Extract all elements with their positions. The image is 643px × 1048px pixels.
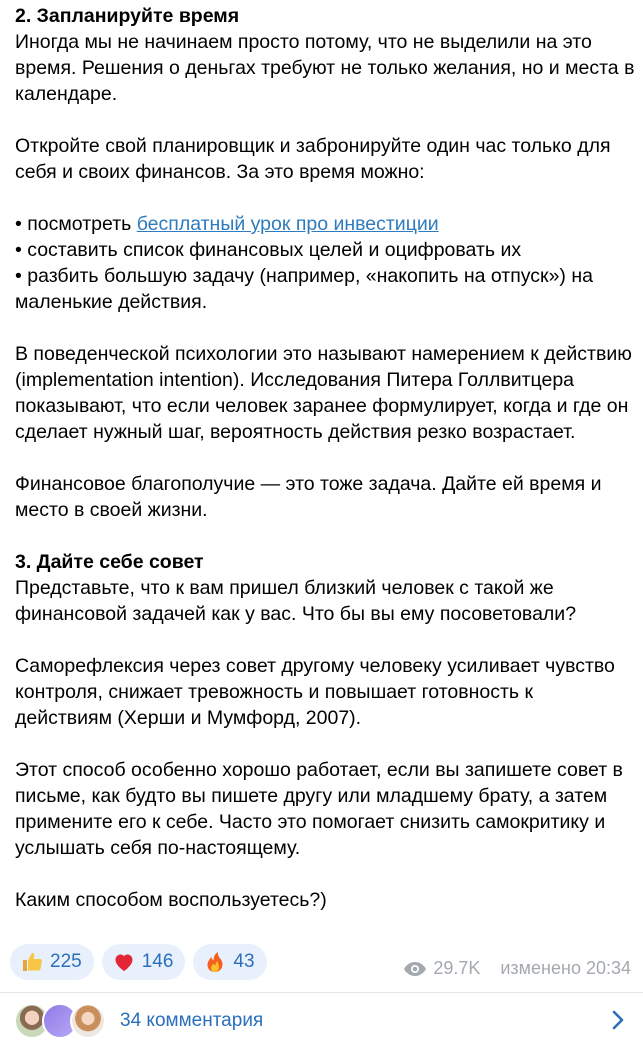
avatar	[70, 1003, 106, 1039]
paragraph: Представьте, что к вам пришел близкий человек с такой же финансовой задачей как у вас. Что бы вы ему посоветовали?	[15, 577, 577, 625]
reaction-thumbs-up[interactable]	[10, 944, 94, 980]
eye-icon	[403, 961, 427, 977]
section-heading-3: 3. Дайте себе совет	[15, 551, 204, 573]
edited-timestamp: изменено 20:34	[500, 958, 631, 978]
reaction-count: 225	[50, 951, 82, 972]
bullet-item: • составить список финансовых целей и оцифровать их	[15, 239, 522, 261]
paragraph: Саморефлексия через совет другому человеку усиливает чувство контроля, снижает тревожность и повышает готовность к действиям (Херши и Мумфорд, 2007).	[15, 655, 615, 729]
comments-count-label: 34 комментария	[120, 1009, 264, 1031]
commenter-avatars	[14, 1003, 114, 1039]
heart-icon	[112, 950, 136, 974]
reaction-count: 146	[141, 951, 174, 972]
comments-button[interactable]	[0, 993, 643, 1048]
section-heading-2: 2. Запланируйте время	[15, 5, 240, 27]
paragraph: Финансовое благополучие — это тоже задача. Дайте ей время и место в своей жизни.	[15, 473, 602, 521]
views-count: 29.7K	[433, 958, 481, 978]
paragraph: Каким способом воспользуетесь?)	[15, 889, 327, 911]
bullet-item	[15, 211, 635, 237]
paragraph: Этот способ особенно хорошо работает, если вы запишете совет в письме, как будто вы пишете другу или младшему брату, а затем примените его к себе. Часто это помогает снизить самокритику и услышать себя по-настоящему.	[15, 759, 623, 859]
chevron-right-icon	[611, 1009, 625, 1031]
reaction-heart[interactable]	[102, 944, 186, 980]
free-lesson-link[interactable]: бесплатный урок про инвестиции	[136, 213, 439, 235]
paragraph: Иногда мы не начинаем просто потому, что не выделили на это время. Решения о деньгах требуют не только желания, но и места в календаре.	[15, 31, 635, 105]
reaction-fire[interactable]	[193, 944, 266, 980]
paragraph: В поведенческой психологии это называют намерением к действию (implementation intention). Исследования Питера Голлвитцера показывают, что если человек заранее формулирует, когда и где он сделает нужный шаг, вероятность действия резко возрастает.	[15, 343, 632, 443]
reaction-count: 43	[233, 951, 255, 972]
bullet-text: • посмотреть	[15, 213, 137, 235]
bullet-item: • разбить большую задачу (например, «накопить на отпуск») на маленькие действия.	[15, 265, 593, 313]
fire-icon	[203, 950, 227, 974]
thumbs-up-icon	[20, 950, 44, 974]
reactions-bar	[10, 944, 267, 980]
message-text	[15, 3, 635, 913]
paragraph: Откройте свой планировщик и забронируйте один час только для себя и своих финансов. За это время можно:	[15, 135, 611, 183]
message-meta	[403, 958, 631, 979]
